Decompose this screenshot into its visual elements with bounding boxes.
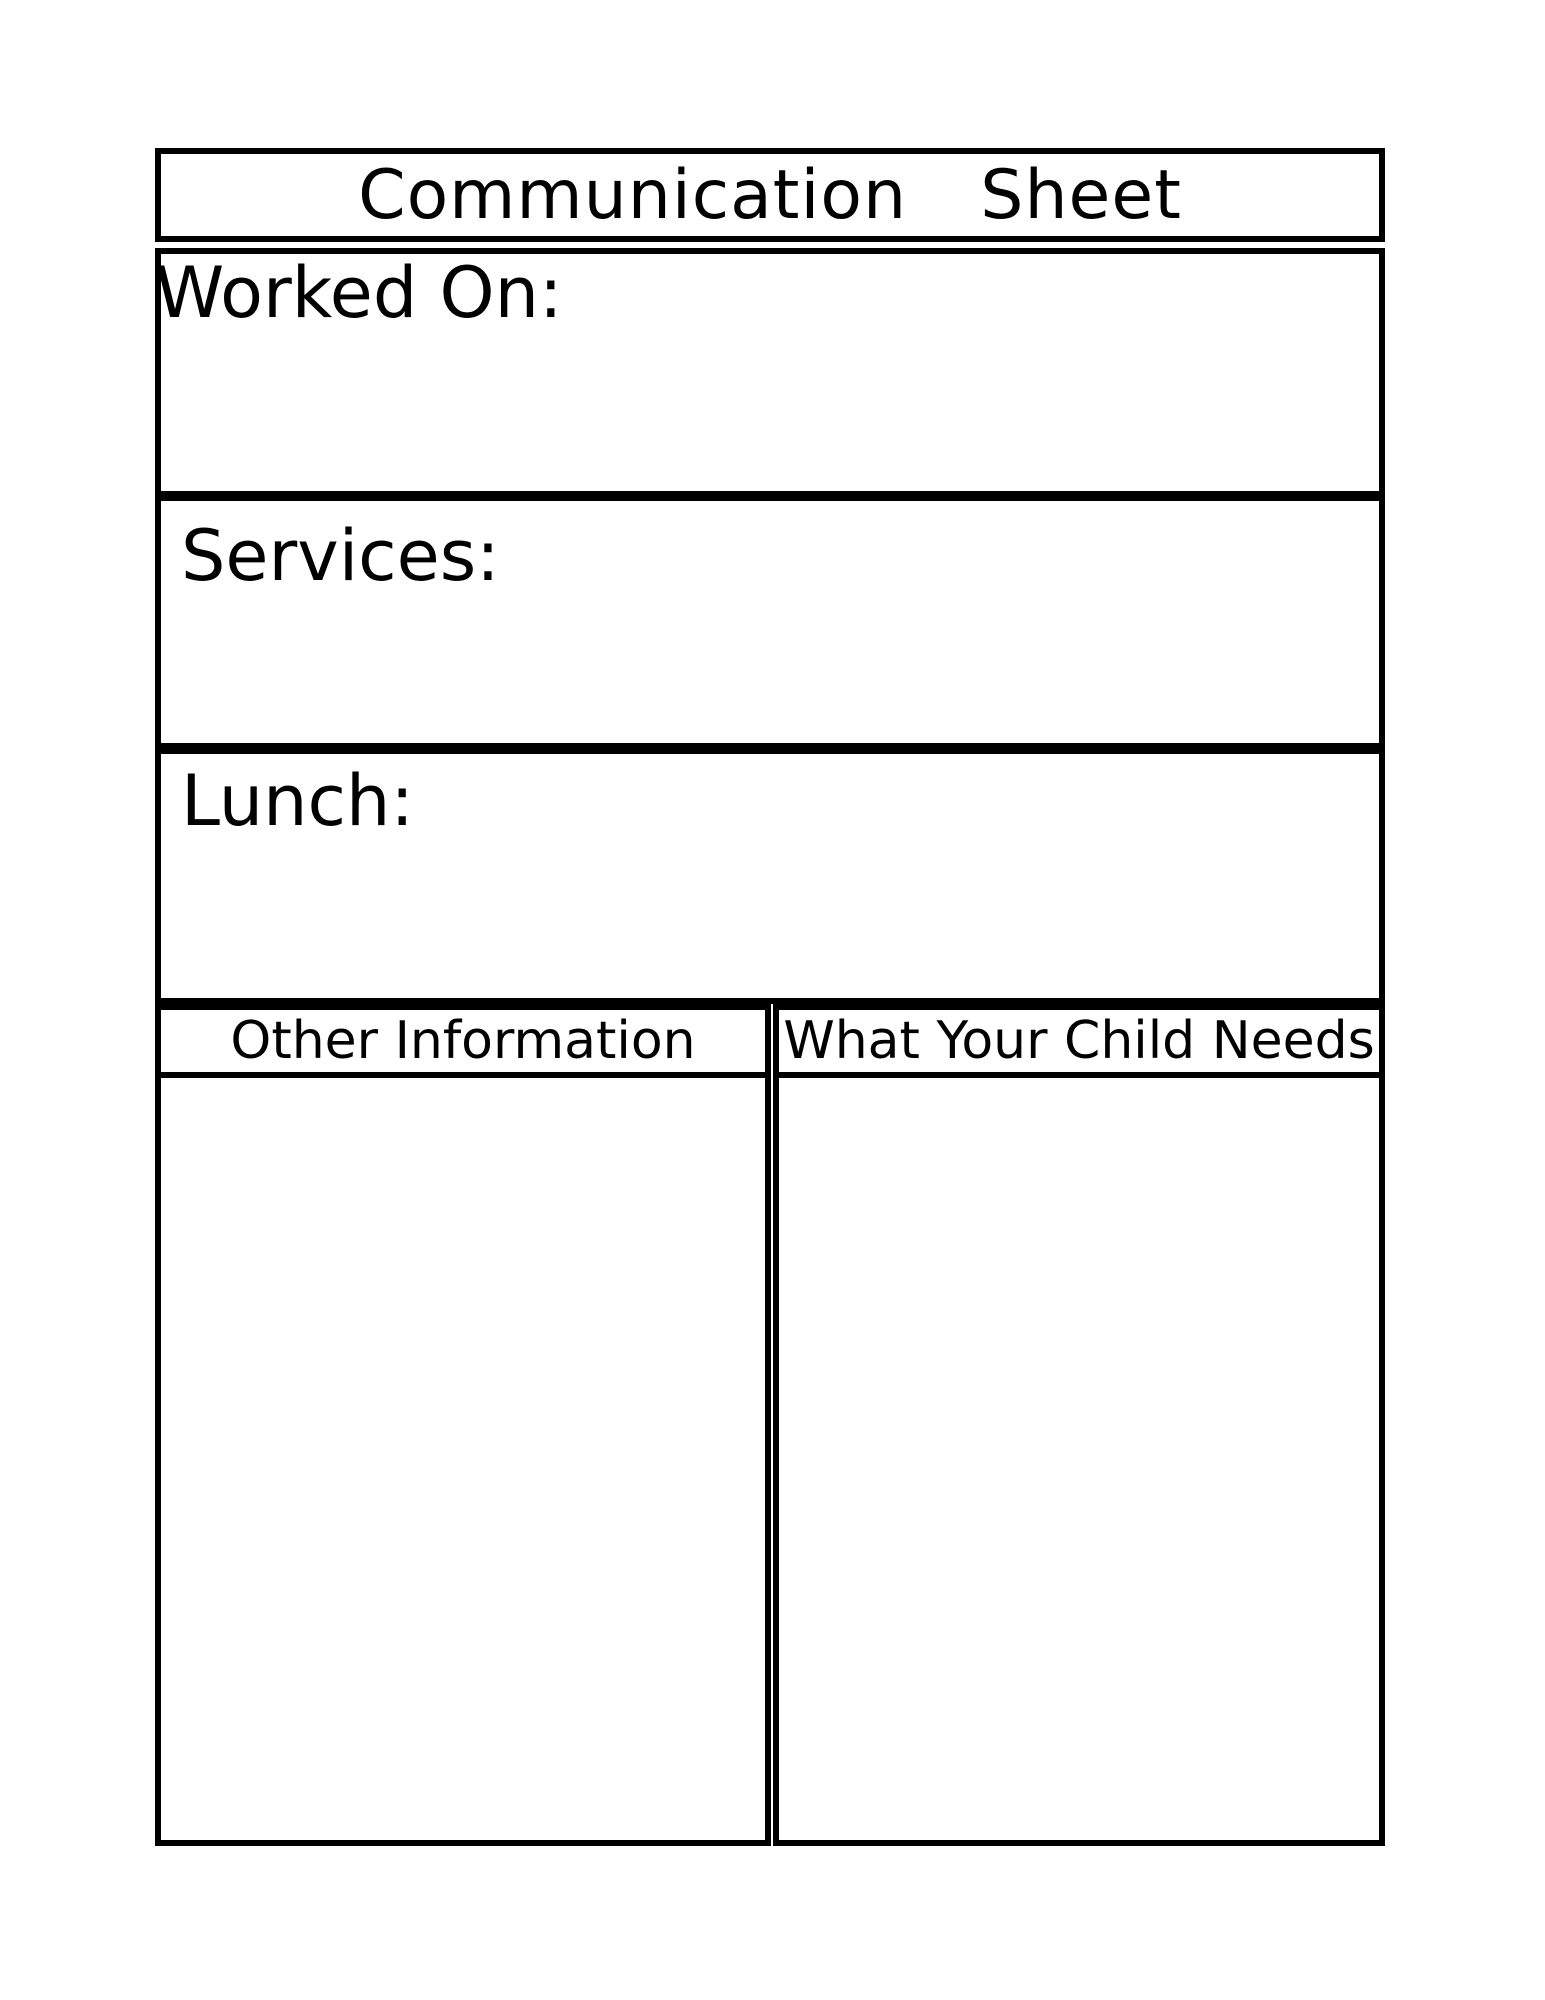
other-information-area[interactable]: [155, 1072, 771, 1846]
section-services[interactable]: [155, 498, 1385, 751]
column-heading-what-your-child-needs: What Your Child Needs: [773, 1004, 1385, 1078]
section-lunch[interactable]: [155, 751, 1385, 1004]
section-label-services: Services:: [181, 515, 500, 597]
section-label-worked-on: Worked On:: [155, 252, 563, 334]
section-worked-on[interactable]: [155, 248, 1385, 498]
what-your-child-needs-area[interactable]: [773, 1072, 1385, 1846]
title-box: [155, 148, 1385, 242]
column-heading-other-information: Other Information: [155, 1004, 771, 1078]
sheet-title: Communication Sheet: [358, 155, 1182, 235]
section-label-lunch: Lunch:: [181, 760, 414, 842]
